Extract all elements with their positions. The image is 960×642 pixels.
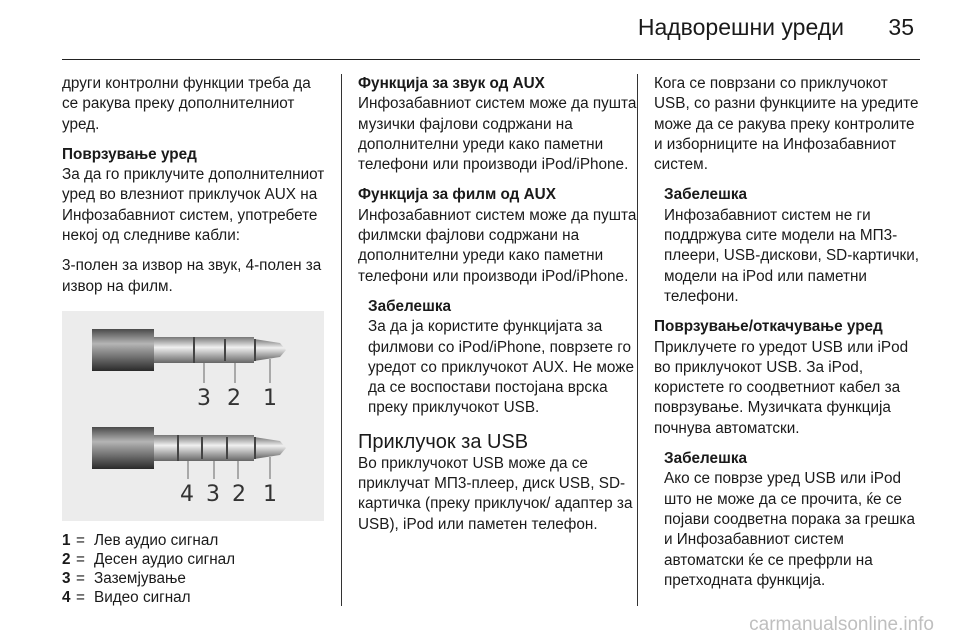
note-box <box>654 449 922 591</box>
section-movie <box>358 185 640 286</box>
paragraph: Кога се поврзани со приклучокот USB, со разни функциите на уредите може да се ракува преку контролите и изборниците на Инфозабавниот систем. <box>654 75 919 174</box>
note-title: Забелешка <box>664 186 747 204</box>
note-box <box>654 185 922 307</box>
legend-item <box>62 531 330 550</box>
heading-connect-device: Поврзување уред <box>62 145 197 163</box>
note-text: Ако се поврзе уред USB или iPod што не може да се прочита, ќе се појави соодветна порака за грешка и Инфозабавниот систем автоматски ќе се префрли на претходната функција. <box>664 470 915 589</box>
paragraph: Инфозабавниот систем може да пушта филмски фајлови содржани на дополнителни уреди како паметни телефони или производи iPod/iPhone. <box>358 206 637 285</box>
column-divider-1 <box>341 74 342 606</box>
legend-number: 2 <box>62 550 71 568</box>
plug2-label: 3 <box>206 481 220 507</box>
note-box <box>358 297 640 419</box>
paragraph: Приклучете го уредот USB или iPod во приклучокот USB. За iPod, користете го соодветниот кабел за поврзување. Музичката функција почнува автоматски. <box>654 338 909 437</box>
figure-legend <box>62 531 330 607</box>
legend-equals: = <box>76 569 85 587</box>
section-sound <box>358 74 640 175</box>
heading-aux-sound: Функција за звук од AUX <box>358 75 545 92</box>
note-text: За да ја користите функцијата за филмови со iPod/iPhone, поврзете го уредот со приклучокот AUX. Не може да се воспостави постојана врска преку приклучокот USB. <box>368 318 634 417</box>
legend-number: 4 <box>62 588 71 606</box>
plug1-label: 2 <box>227 385 241 411</box>
note-title: Забелешка <box>664 450 747 468</box>
plug2-grip <box>92 427 154 469</box>
legend-text: Заземјување <box>94 569 186 587</box>
legend-text: Десен аудио сигнал <box>94 550 236 568</box>
legend-text: Лев аудио сигнал <box>94 531 219 549</box>
plug1-grip <box>92 329 154 371</box>
paragraph: Инфозабавниот систем може да пушта музички фајлови содржани на дополнителни уреди како паметни телефони или производи iPod/iPhone. <box>358 95 637 174</box>
paragraph: За да го приклучите дополнителниот уред во влезниот приклучок AUX на Инфозабавниот систем, употребете некој од следниве кабли: <box>62 166 325 245</box>
watermark: carmanualsonline.info <box>749 614 934 635</box>
section-connect-disconnect <box>654 317 922 439</box>
jack-plugs-figure <box>62 311 324 521</box>
legend-number: 1 <box>62 531 71 549</box>
legend-equals: = <box>76 588 85 606</box>
plug1-label: 3 <box>197 385 211 411</box>
heading-aux-movie: Функција за филм од AUX <box>358 186 556 204</box>
section-connect <box>62 145 330 246</box>
legend-text: Видео сигнал <box>94 588 191 606</box>
paragraph: Во приклучокот USB може да се приклучат МП3-плеер, диск USB, SD-картичка (преку приклучок/ адаптер за USB), iPod или паметен телефон. <box>358 454 633 533</box>
legend-equals: = <box>76 550 85 568</box>
page-number: 35 <box>888 14 914 40</box>
legend-number: 3 <box>62 569 71 587</box>
plug2-tip <box>254 437 286 459</box>
plug1-label: 1 <box>263 385 277 411</box>
header-rule <box>62 59 920 60</box>
legend-item <box>62 550 330 569</box>
plug1-sleeve <box>154 337 254 363</box>
plug2-sleeve <box>154 435 254 461</box>
plug2-label: 2 <box>232 481 246 507</box>
plug2-label: 1 <box>263 481 277 507</box>
legend-item <box>62 569 330 588</box>
legend-item <box>62 588 330 607</box>
paragraph: 3-полен за извор на звук, 4-полен за извор на филм. <box>62 257 322 295</box>
column-2 <box>358 74 640 545</box>
legend-equals: = <box>76 531 85 549</box>
plug1-tip <box>254 339 286 361</box>
heading-usb-port: Приклучок за USB <box>358 430 529 453</box>
page-header-title: Надворешни уреди <box>637 14 844 40</box>
plug2-label: 4 <box>180 481 194 507</box>
note-title: Забелешка <box>368 297 451 315</box>
paragraph: други контролни функции треба да се ракува преку дополнителниот уред. <box>62 75 311 133</box>
column-3 <box>654 74 922 601</box>
column-1 <box>62 74 330 607</box>
note-text: Инфозабавниот систем не ги поддржува сите модели на МП3-плеери, USB-дискови, SD-картички, модели на iPod или паметни телефони. <box>664 206 920 305</box>
heading-connect-disconnect: Поврзување/откачување уред <box>654 318 883 336</box>
jack-plugs-illustration <box>62 311 324 521</box>
